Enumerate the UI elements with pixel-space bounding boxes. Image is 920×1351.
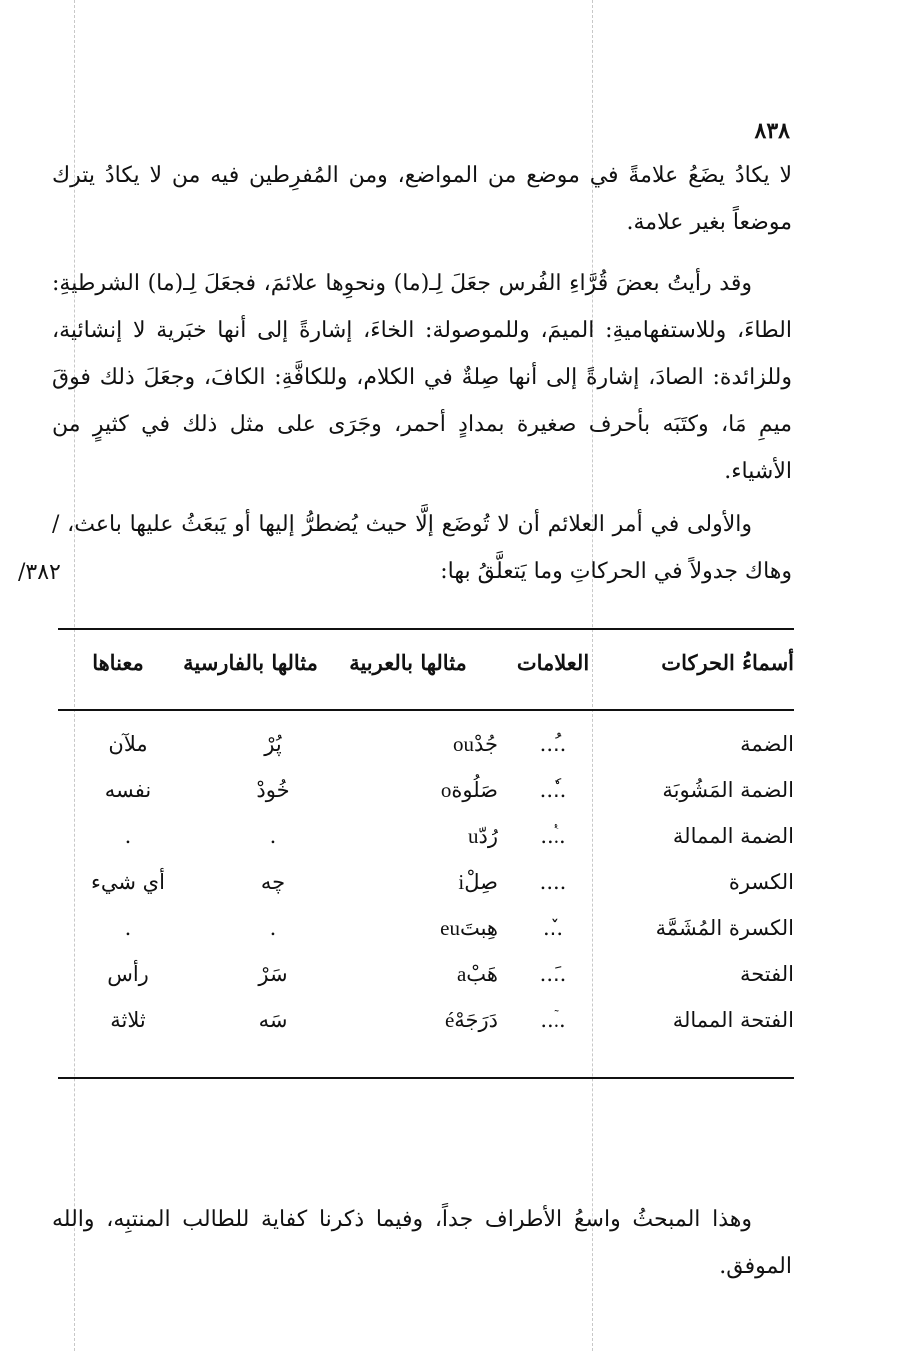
arabic-example-word: صِلْ [464, 870, 498, 894]
meaning: . [124, 916, 132, 940]
table-row [58, 824, 794, 868]
margin-page-reference: ٣٨٢/ [18, 560, 61, 585]
vowel-name: الفتحة الممالة [672, 1008, 794, 1032]
header-names: أسماءُ الحركات [661, 650, 794, 675]
meaning: . [124, 824, 132, 848]
table-row [58, 916, 794, 960]
paragraph-3: والأولى في أمر العلائم أن لا تُوضَع إلَّا حيث يُضطرُّ إليها أو يَبعَثُ عليها باعث، / وهاك جدولاً في الحركاتِ وما يَتعلَّقُ بها: [52, 512, 792, 584]
vowel-name: الضمة الممالة [672, 824, 794, 848]
transliteration: i [458, 870, 465, 894]
table-header-row [58, 650, 794, 694]
persian-example: پُرْ [264, 732, 282, 756]
table-row [58, 732, 794, 776]
persian-example: . [269, 824, 277, 848]
vowel-mark: ...ُ. [539, 732, 567, 756]
persian-example: . [269, 916, 277, 940]
transliteration: a [456, 962, 467, 986]
vowel-mark: ...ٙ. [540, 1008, 566, 1032]
arabic-example [358, 732, 498, 757]
arabic-example-word: جُدْ [473, 732, 498, 756]
arabic-example [358, 916, 498, 941]
vowel-name: الضمة المَشُوبَة [662, 778, 794, 802]
table-row [58, 870, 794, 914]
vowel-mark: ..ٚ. [542, 916, 564, 940]
vowel-name: الكسرة المُشَمَّة [655, 916, 794, 940]
vowel-mark: ...ٝ. [540, 824, 566, 848]
paragraph-1: لا يكادُ يضَعُ علامةً في موضع من المواضع، ومن المُفرِطين فيه من لا يكادُ يترك موضعاً بغير علامة. [52, 163, 792, 235]
vowel-name: الكسرة [728, 870, 794, 894]
table-header-rule [58, 709, 794, 711]
persian-example: سَرْ [258, 962, 288, 986]
meaning: رأس [107, 962, 149, 986]
transliteration: eu [440, 916, 460, 940]
arabic-example [358, 870, 498, 895]
persian-example: چه [260, 870, 286, 894]
arabic-example-word: هِبتَ [459, 916, 498, 940]
transliteration: ou [452, 732, 474, 756]
arabic-example [358, 1008, 498, 1033]
header-marks: العلامات [516, 650, 590, 675]
vowel-mark: ...ٗ. [539, 778, 567, 802]
vowel-mark: .... [539, 870, 567, 894]
table-row [58, 962, 794, 1006]
arabic-example [358, 962, 498, 987]
arabic-example-word: صَلُوة [451, 778, 498, 802]
table-bottom-rule [58, 1077, 794, 1079]
persian-example: سَه [258, 1008, 288, 1032]
header-arabic-example: مثالها بالعربية [349, 650, 467, 675]
meaning: أي شيء [91, 870, 165, 894]
arabic-example-word: هَبْ [466, 962, 498, 986]
table-row [58, 778, 794, 822]
meaning: نفسه [104, 778, 152, 802]
header-meaning: معناها [92, 650, 144, 675]
paragraph-4: وهذا المبحثُ واسعُ الأطراف جداً، وفيما ذكرنا كفاية للطالب المنتبِه، والله الموفق. [52, 1207, 792, 1279]
vowel-name: الفتحة [739, 962, 794, 986]
table-row [58, 1008, 794, 1052]
vowel-name: الضمة [740, 732, 794, 756]
paragraph-2: وقد رأيتُ بعضَ قُرَّاءِ الفُرس جعَلَ لِـ(ما) ونحوِها علائمَ، فجعَلَ لِـ(ما) الشرطيةِ: الطاءَ، وللاستفهاميةِ: الميمَ، وللموصولة: الخاءَ، إشارةً إلى أنها خبَرية لا إنشائية، وللزائدة: الصادَ، إشارةً إلى أنها صِلةٌ في الكلام، وللكافَّةِ: الكافَ، وجعَلَ ذلك فوقَ ميمِ مَا، وكتَبَه بأحرف صغيرة بمدادٍ أحمر، وجَرَى على مثل ذلك في كثيرٍ من الأشياء. [52, 271, 792, 484]
arabic-example-word: رُدّ [478, 824, 498, 848]
transliteration: u [468, 824, 479, 848]
transliteration: o [440, 778, 452, 802]
arabic-example [358, 778, 498, 803]
table-top-rule [58, 628, 794, 630]
meaning: ملآن [108, 732, 148, 756]
transliteration: é [444, 1008, 455, 1032]
page-number: ٨٣٨ [754, 118, 790, 144]
meaning: ثلاثة [110, 1008, 146, 1032]
header-persian-example: مثالها بالفارسية [183, 650, 318, 675]
arabic-example [358, 824, 498, 849]
persian-example: خُودْ [256, 778, 290, 802]
vowel-mark: ...َ. [539, 962, 567, 986]
arabic-example-word: دَرَجَهْ [454, 1008, 498, 1032]
